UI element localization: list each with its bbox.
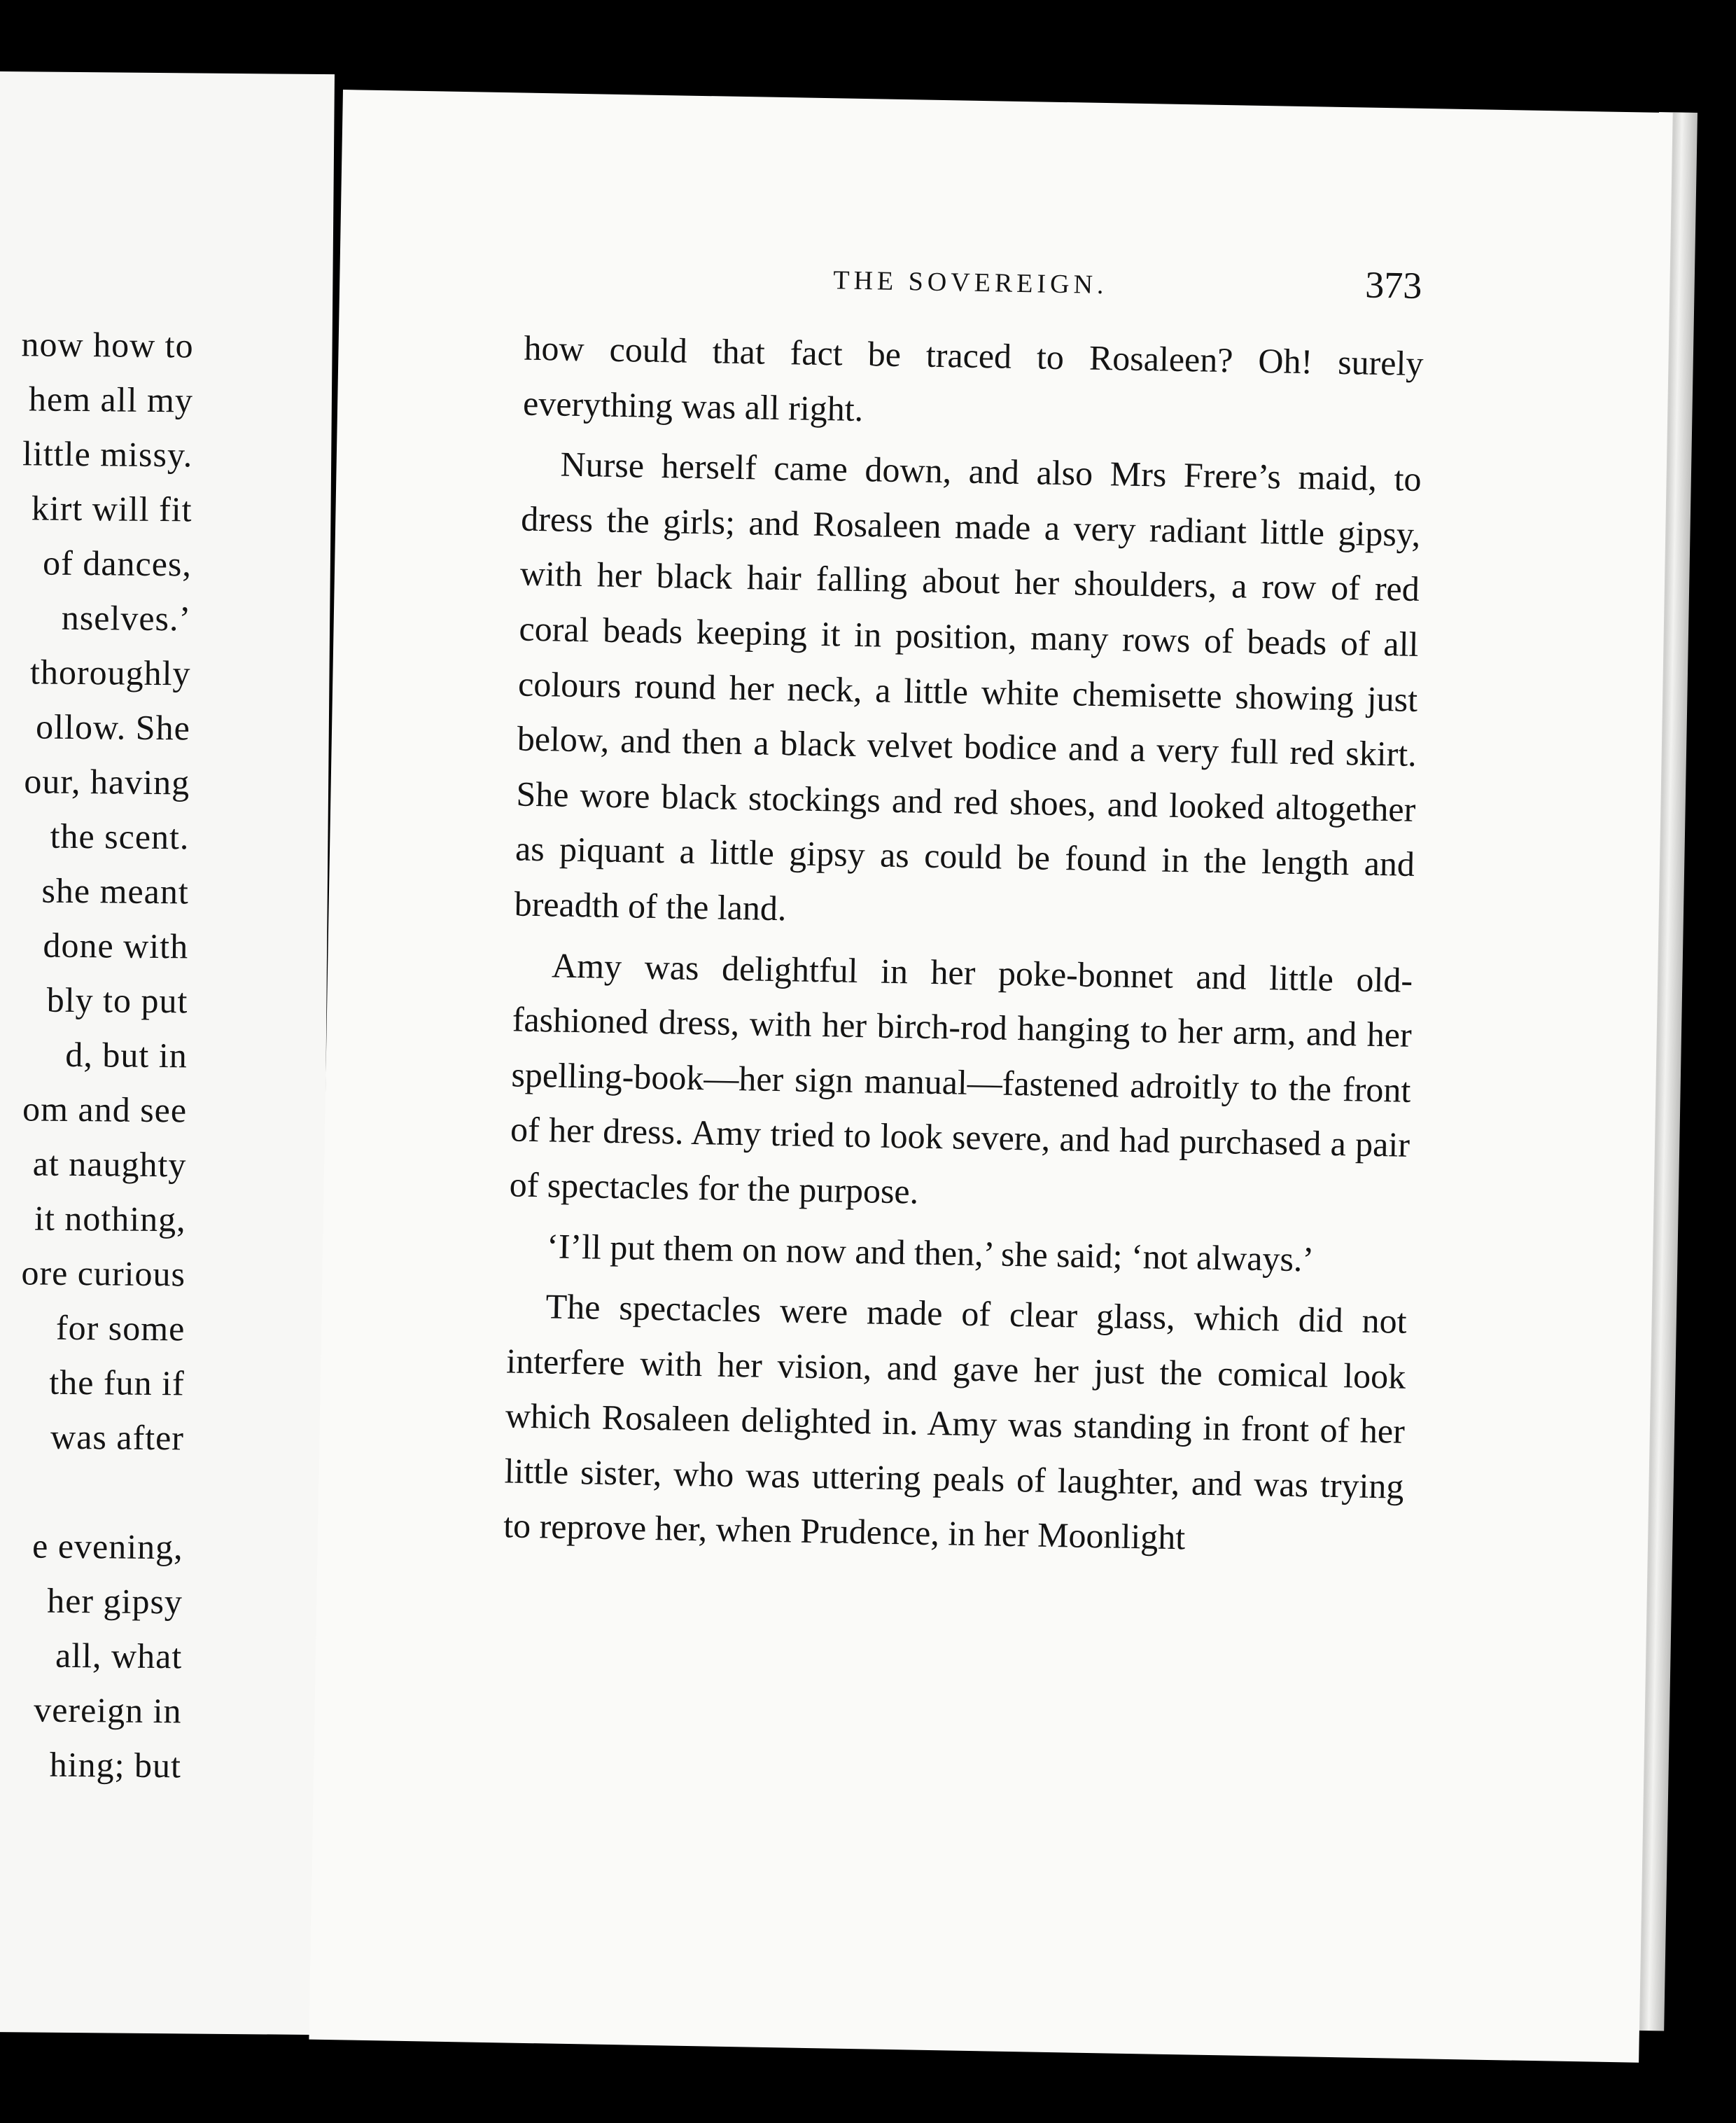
left-text-line: hing; but xyxy=(49,1744,182,1786)
left-text-line: she meant xyxy=(41,870,190,912)
body-text xyxy=(503,321,1424,1575)
left-text-line: done with xyxy=(43,925,189,966)
left-text-line: now how to xyxy=(21,324,194,366)
page-number: 373 xyxy=(1364,263,1422,307)
paragraph: Nurse herself came down, and also Mrs Frere’s maid, to dress the girls; and Rosaleen made a very radiant little gipsy, with her black hair falling about her shoulders, a row of red coral beads keeping it in position, many rows of beads of all colours round her neck, a little white chemisette showing just below, and then a black velvet bodice and a very full red skirt. She wore black stockings and red shoes, and looked altogether as piquant a little gipsy as could be found in the length and breadth of the land. xyxy=(514,444,1422,928)
left-text-line: nselves.’ xyxy=(61,597,192,639)
left-text-line: her gipsy xyxy=(46,1580,183,1622)
left-text-line: hem all my xyxy=(28,379,194,420)
paragraph: ‘I’ll put them on now and then,’ she said; ‘not always.’ xyxy=(546,1225,1315,1279)
left-text-line: the fun if xyxy=(49,1362,185,1403)
running-head: THE SOVEREIGN. xyxy=(832,265,1108,300)
paragraph: how could that fact be traced to Rosaleen? Oh! surely everything was all right. xyxy=(522,328,1424,429)
left-text-line: ore curious xyxy=(21,1253,186,1294)
left-text-line: at naughty xyxy=(32,1143,187,1185)
paragraph: Amy was delightful in her poke-bonnet and little old-fashioned dress, with her birch-rod hanging to her arm, and her spelling-book—her sign manual—fastened adroitly to the front of her dress. Amy tried to look severe, and had purchased a pair of spectacles for the purpose. xyxy=(509,945,1413,1211)
right-page xyxy=(309,90,1672,2063)
blank-line xyxy=(0,1461,184,1519)
left-text-line: d, but in xyxy=(65,1034,188,1076)
left-text-line: kirt will fit xyxy=(31,488,192,529)
left-text-line: vereign in xyxy=(34,1690,182,1731)
left-text-line: the scent. xyxy=(50,816,190,857)
left-text-line: of dances, xyxy=(42,543,192,584)
left-text-line: bly to put xyxy=(46,980,188,1021)
left-text-line: our, having xyxy=(24,761,190,802)
left-text-line: thoroughly xyxy=(29,652,191,693)
left-text-line: e evening, xyxy=(31,1526,183,1567)
left-text-line: for some xyxy=(55,1307,186,1349)
left-text-line: om and see xyxy=(22,1089,188,1130)
left-page-text xyxy=(0,314,194,1793)
left-page xyxy=(0,71,335,2035)
paragraph: The spectacles were made of clear glass, which did not interfere with her vision, and gave her just the comical look which Rosaleen delighted in. Amy was standing in front of her little sister, who was uttering peals of laughter, and was trying to reprove her, when Prudence, in her Moonlight xyxy=(503,1286,1408,1557)
left-text-line: little missy. xyxy=(22,433,193,475)
left-text-line: was after xyxy=(50,1417,185,1458)
left-text-line: ollow. She xyxy=(35,706,191,748)
left-text-line: it nothing, xyxy=(34,1198,186,1239)
left-text-line: all, what xyxy=(55,1635,183,1676)
